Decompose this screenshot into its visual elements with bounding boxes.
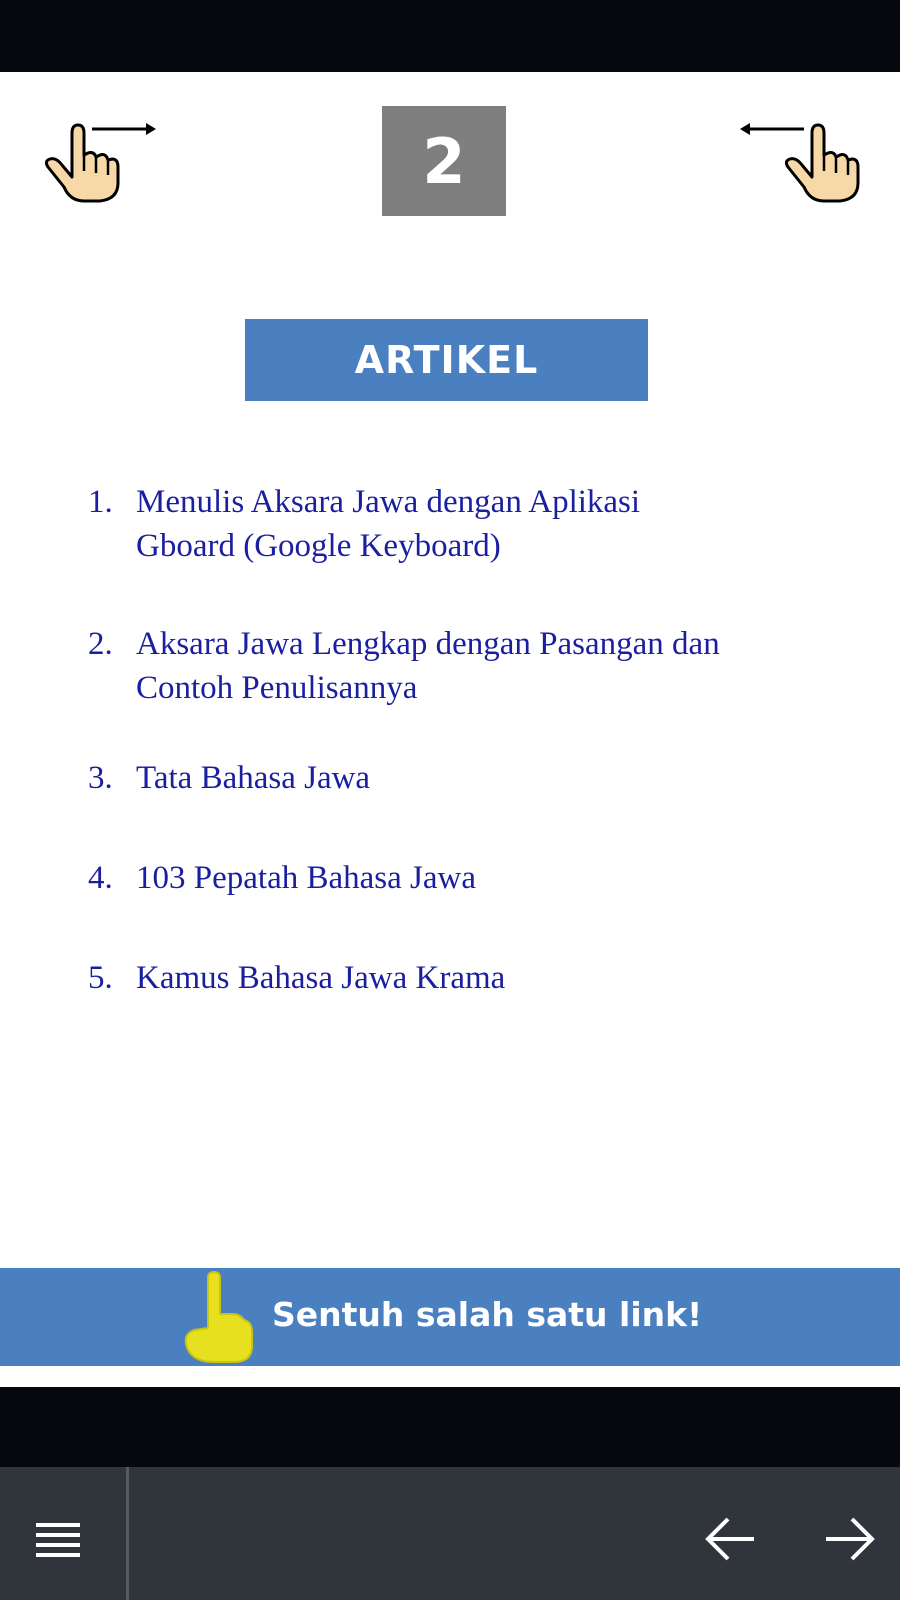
hand-swipe-right-icon	[40, 117, 170, 207]
bottom-nav-bar	[0, 1467, 900, 1600]
article-number: 4.	[88, 860, 113, 896]
article-link-2[interactable]	[88, 622, 828, 710]
arrow-left-icon	[700, 1509, 760, 1569]
menu-icon	[28, 1509, 88, 1569]
article-title[interactable]: Tata Bahasa Jawa	[136, 760, 371, 796]
status-bar	[0, 0, 900, 72]
hint-banner	[0, 1268, 900, 1366]
article-number: 2.	[88, 626, 113, 662]
article-number: 5.	[88, 960, 113, 996]
nav-divider	[126, 1467, 129, 1600]
article-title[interactable]: Menulis Aksara Jawa dengan Aplikasi Gboard (Google Keyboard)	[136, 484, 641, 564]
article-number: 3.	[88, 760, 113, 796]
hand-swipe-left-icon	[730, 117, 860, 207]
article-number: 1.	[88, 484, 113, 520]
previous-page-button[interactable]	[690, 1499, 770, 1579]
article-link-4[interactable]	[88, 856, 828, 900]
article-link-1[interactable]	[88, 480, 828, 568]
article-title[interactable]: Aksara Jawa Lengkap dengan Pasangan dan Contoh Penulisannya	[136, 626, 720, 706]
pointing-hand-icon	[180, 1270, 260, 1365]
arrow-right-icon	[820, 1509, 880, 1569]
article-title[interactable]: Kamus Bahasa Jawa Krama	[136, 960, 506, 996]
page-number-badge: 2	[382, 106, 506, 216]
article-link-3[interactable]	[88, 756, 828, 800]
menu-button[interactable]	[18, 1499, 98, 1579]
book-page[interactable]	[0, 72, 900, 1387]
next-page-button[interactable]	[810, 1499, 890, 1579]
page-bottom-gap	[0, 1387, 900, 1467]
article-link-5[interactable]	[88, 956, 828, 1000]
article-title[interactable]: 103 Pepatah Bahasa Jawa	[136, 860, 476, 896]
section-title: ARTIKEL	[245, 319, 648, 401]
hint-text: Sentuh salah satu link!	[272, 1295, 703, 1334]
